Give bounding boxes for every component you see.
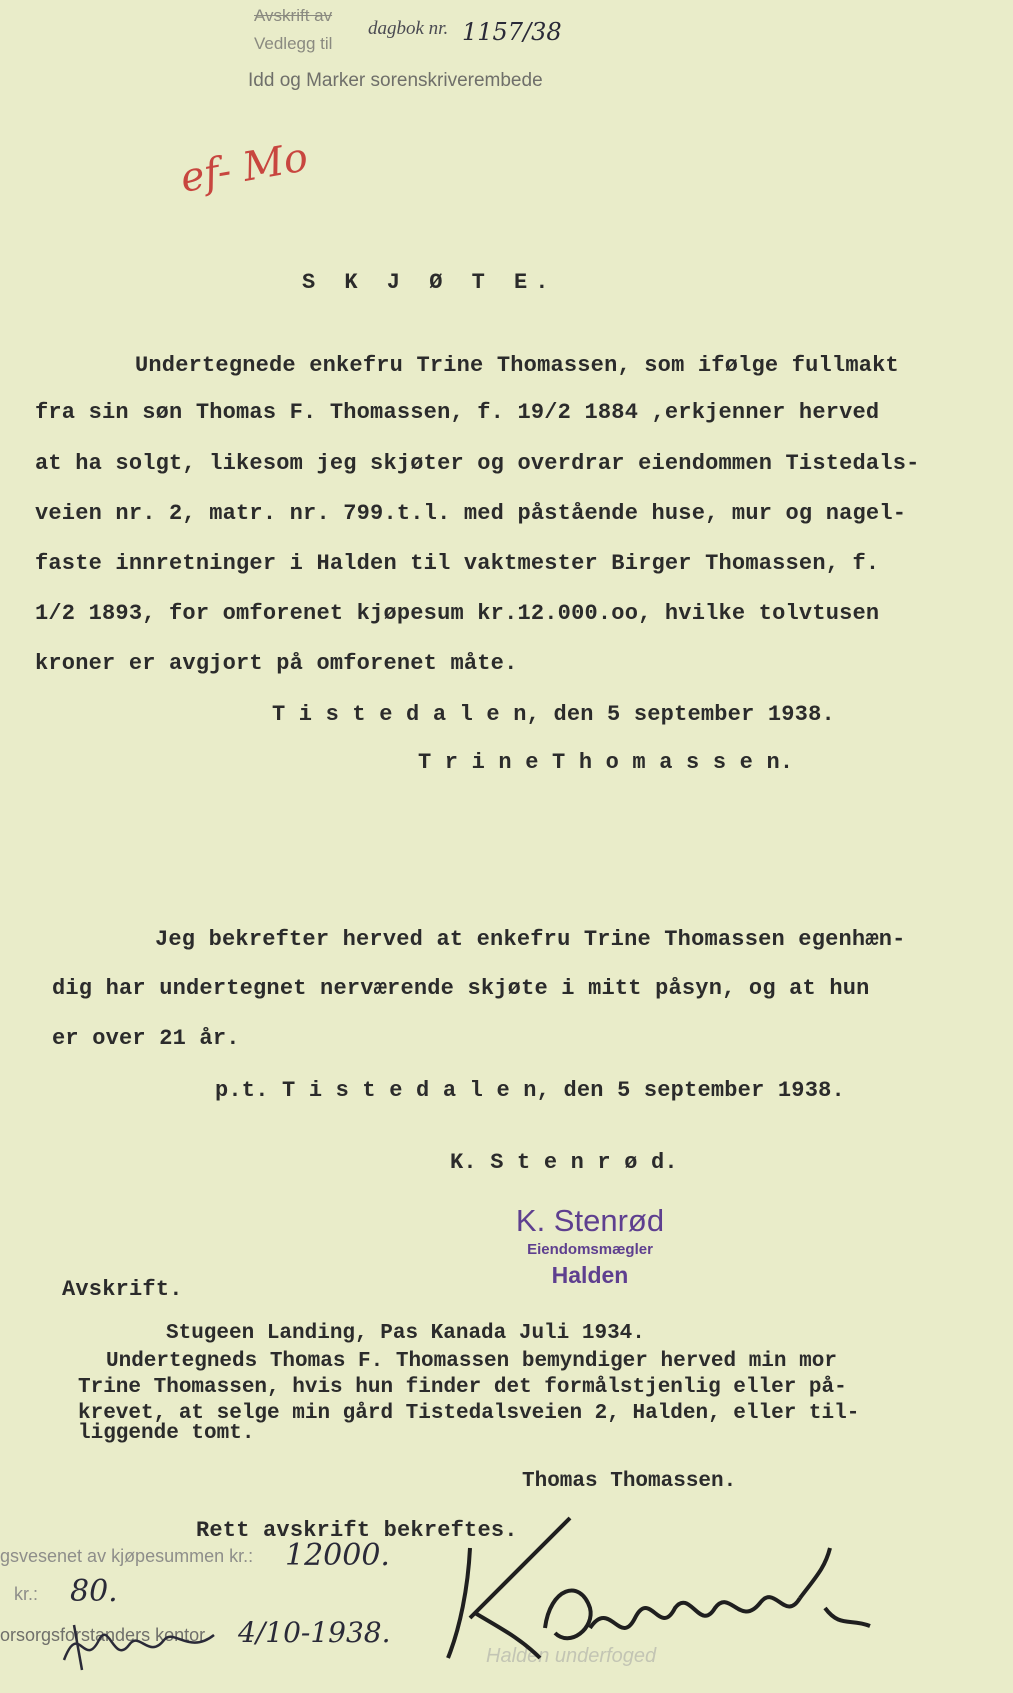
footer-stamp-line2-label: kr.:	[14, 1584, 39, 1604]
copy-line: liggende tomt.	[78, 1422, 255, 1445]
copy-line: krevet, at selge min gård Tistedalsveien 2, Halden, eller til-	[78, 1402, 860, 1425]
witness-line: dig har undertegnet nerværende skjøte i mitt påsyn, og at hun	[52, 976, 870, 1001]
copy-signature: Thomas Thomassen.	[522, 1470, 737, 1493]
broker-stamp-title: Eiendomsmægler	[527, 1241, 653, 1258]
certification-line: Rett avskrift bekreftes.	[196, 1518, 518, 1543]
header-stamp-line1-label: dagbok nr.	[368, 18, 449, 39]
broker-stamp	[470, 1203, 710, 1289]
document-title: S K J Ø T E.	[302, 270, 557, 295]
header-stamp-line3: Idd og Marker sorenskriverembede	[248, 70, 543, 91]
body-line: Undertegnede enkefru Trine Thomassen, som ifølge fullmakt	[135, 353, 899, 378]
broker-stamp-city: Halden	[551, 1262, 629, 1288]
copy-line: Undertegneds Thomas F. Thomassen bemyndiger herved min mor	[106, 1350, 837, 1373]
certifier-signature	[430, 1508, 890, 1678]
header-stamp-dagbok-number: 1157/38	[462, 18, 562, 46]
copy-line: Trine Thomassen, hvis hun finder det formålstjenlig eller på-	[78, 1376, 847, 1399]
body-line: at ha solgt, likesom jeg skjøter og overdrar eiendommen Tistedals-	[35, 451, 920, 476]
seller-signature: T r i n e T h o m a s s e n.	[418, 750, 794, 775]
witness-line: Jeg bekrefter herved at enkefru Trine Thomassen egenhæn-	[155, 927, 906, 952]
body-line: fra sin søn Thomas F. Thomassen, f. 19/2 1884 ,erkjenner herved	[35, 400, 880, 425]
red-handwritten-note: ef- Mo	[176, 134, 312, 202]
body-line: 1/2 1893, for omforenet kjøpesum kr.12.000.oo, hvilke tolvtusen	[35, 601, 880, 626]
ghost-stamp: Halden underfoged	[486, 1645, 657, 1667]
header-stamp-line2: Vedlegg til	[254, 34, 333, 53]
footer-stamp-line2-value: 80.	[70, 1574, 118, 1609]
witness-signature: K. S t e n r ø d.	[450, 1150, 678, 1175]
body-line: kroner er avgjort på omforenet måte.	[35, 651, 518, 676]
broker-stamp-name: K. Stenrød	[515, 1203, 665, 1238]
witness-place-date: p.t. T i s t e d a l e n, den 5 september 1938.	[215, 1078, 845, 1103]
body-line: veien nr. 2, matr. nr. 799.t.l. med påstående huse, mur og nagel-	[35, 501, 907, 526]
copy-line: Stugeen Landing, Pas Kanada Juli 1934.	[166, 1322, 645, 1345]
footer-stamp-line3-label: orsorgsforstanders kontor	[0, 1625, 206, 1645]
footer-stamp-line3-value: 4/10-1938.	[238, 1616, 391, 1649]
footer-stamp-line1-value: 12000.	[285, 1538, 390, 1573]
place-date: T i s t e d a l e n, den 5 september 1938.	[272, 702, 835, 727]
handwritten-initials-signature	[54, 1600, 224, 1680]
body-line: faste innretninger i Halden til vaktmester Birger Thomassen, f.	[35, 551, 880, 576]
header-stamp-line1-prefix: Avskrift av	[254, 6, 333, 25]
footer-stamp-line1-label: gsvesenet av kjøpesummen kr.:	[0, 1546, 254, 1566]
witness-line: er over 21 år.	[52, 1026, 240, 1051]
copy-heading: Avskrift.	[62, 1277, 183, 1302]
